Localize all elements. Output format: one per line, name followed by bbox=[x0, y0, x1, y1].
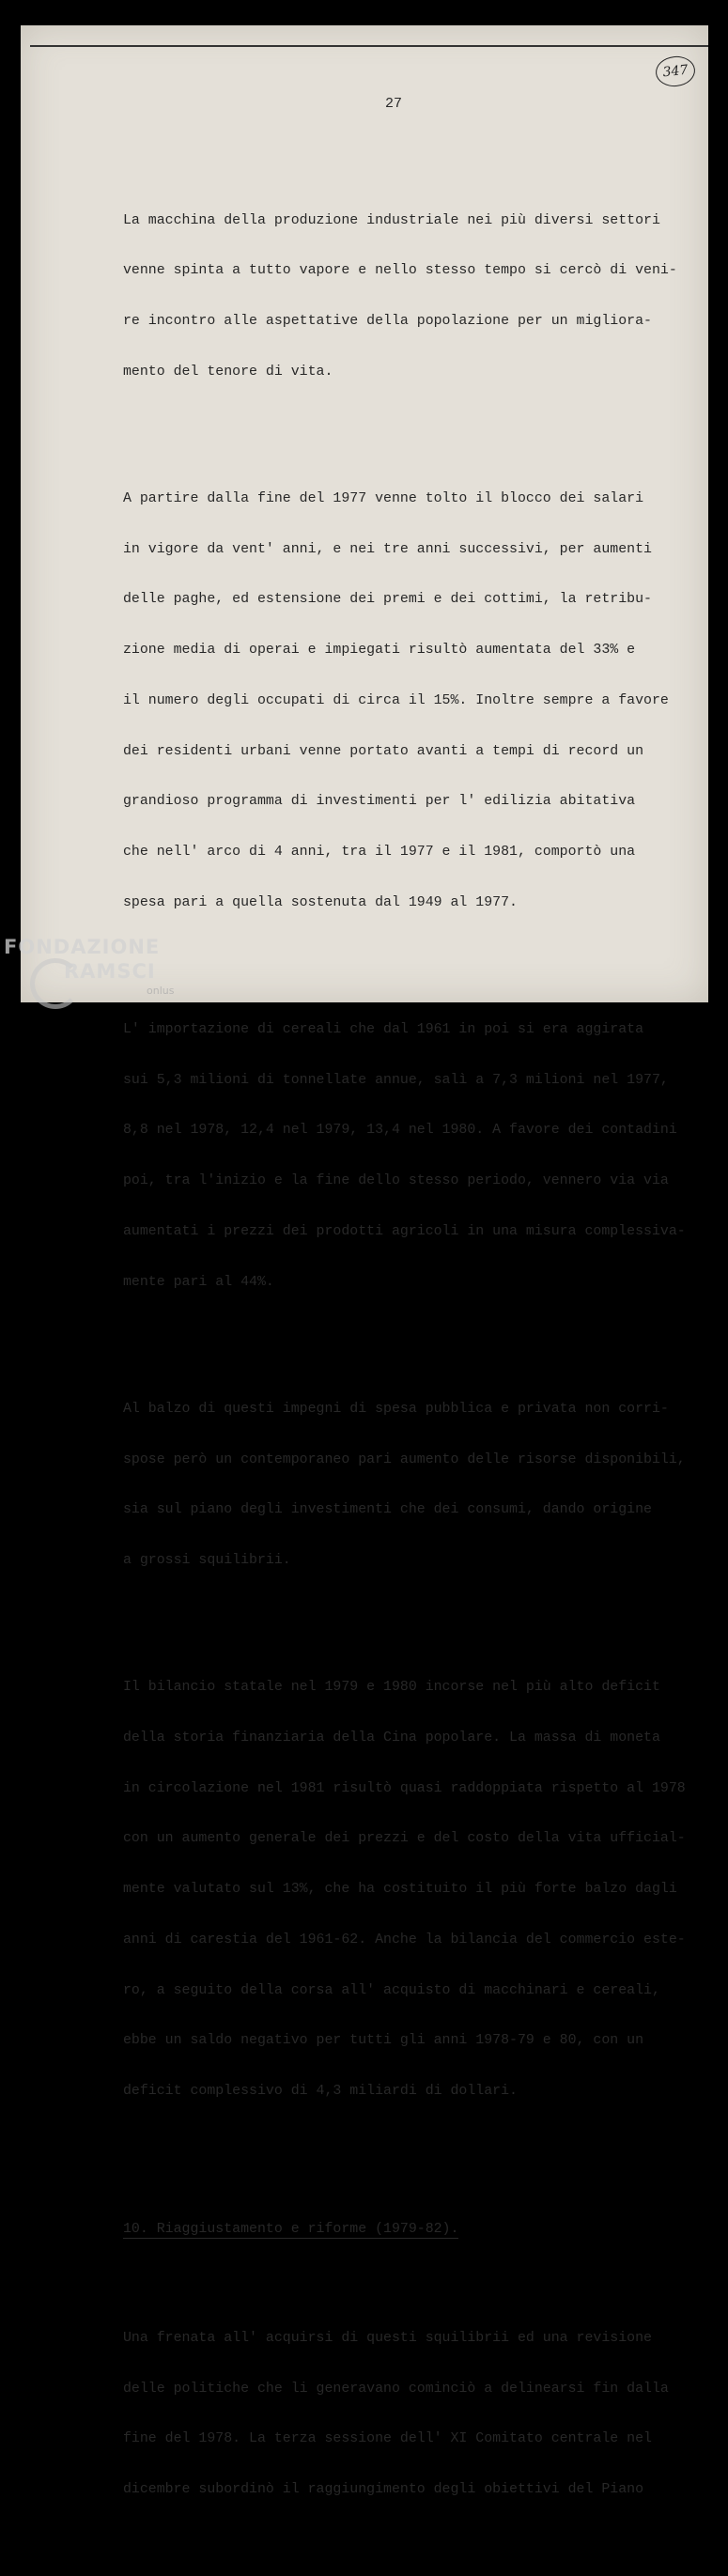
text-line: delle politiche che li generavano cominciò a delinearsi fin dalla bbox=[123, 2381, 669, 2397]
text-line: dicembre subordinò il raggiungimento degli obiettivi del Piano bbox=[123, 2481, 644, 2497]
text-line: spose però un contemporaneo pari aumento delle risorse disponibili, bbox=[123, 1451, 686, 1467]
paragraph-4 bbox=[123, 1368, 705, 1604]
page-number: 27 bbox=[385, 96, 403, 112]
text-line: che nell' arco di 4 anni, tra il 1977 e il 1981, comportò una bbox=[123, 844, 636, 860]
text-line: delle paghe, ed estensione dei premi e dei cottimi, la retribu- bbox=[123, 592, 652, 608]
text-line: aumentati i prezzi dei prodotti agricoli in una misura complessiva- bbox=[123, 1223, 686, 1239]
text-line: con un aumento generale dei prezzi e del costo della vita ufficial- bbox=[123, 1831, 686, 1847]
fondazione-gramsci-watermark bbox=[4, 936, 192, 1011]
text-line: L' importazione di cereali che dal 1961 in poi si era aggirata bbox=[123, 1022, 644, 1038]
text-line: zione media di operai e impiegati risultò aumentata del 33% e bbox=[123, 643, 636, 659]
section-heading: 10. Riaggiustamento e riforme (1979-82). bbox=[123, 2222, 459, 2238]
text-line: mento del tenore di vita. bbox=[123, 364, 333, 380]
text-line: Al balzo di questi impegni di spesa pubblica e privata non corri- bbox=[123, 1401, 669, 1417]
paragraph-3 bbox=[123, 988, 705, 1325]
document-page bbox=[21, 25, 708, 2497]
paragraph-1 bbox=[123, 179, 705, 415]
text-line: mente valutato sul 13%, che ha costituito il più forte balzo dagli bbox=[123, 1882, 677, 1898]
text-line: dei residenti urbani venne portato avanti a tempi di record un bbox=[123, 743, 644, 759]
text-line: in circolazione nel 1981 risultò quasi raddoppiata rispetto al 1978 bbox=[123, 1780, 686, 1796]
watermark-line-2: RAMSCI bbox=[64, 960, 156, 983]
watermark-line-1: FONDAZIONE bbox=[4, 936, 161, 958]
text-line: fine del 1978. La terza sessione dell' XI Comitato centrale nel bbox=[123, 2431, 652, 2447]
text-line: della storia finanziaria della Cina popolare. La massa di moneta bbox=[123, 1730, 660, 1746]
text-line: sia sul piano degli investimenti che dei consumi, dando origine bbox=[123, 1502, 652, 1518]
watermark-line-3: onlus bbox=[147, 985, 175, 997]
text-line: sui 5,3 milioni di tonnellate annue, salì a 7,3 milioni nel 1977, bbox=[123, 1072, 669, 1088]
paragraph-2 bbox=[123, 458, 705, 945]
body-text bbox=[123, 146, 705, 2576]
text-line: poi, tra l'inizio e la fine dello stesso periodo, vennero via via bbox=[123, 1173, 669, 1189]
paragraph-6 bbox=[123, 2297, 705, 2533]
text-line: in vigore da vent' anni, e nei tre anni successivi, per aumenti bbox=[123, 541, 652, 557]
text-line: grandioso programma di investimenti per l' edilizia abitativa bbox=[123, 794, 636, 810]
top-rule bbox=[30, 45, 708, 47]
text-line: La macchina della produzione industriale nei più diversi settori bbox=[123, 212, 660, 228]
archive-number-stamp: 347 bbox=[654, 54, 696, 88]
text-line: Il bilancio statale nel 1979 e 1980 incorse nel più alto deficit bbox=[123, 1680, 660, 1696]
text-line: A partire dalla fine del 1977 venne tolto il blocco dei salari bbox=[123, 491, 644, 507]
text-line: deficit complessivo di 4,3 miliardi di dollari. bbox=[123, 2083, 518, 2099]
text-line: venne spinta a tutto vapore e nello stesso tempo si cercò di veni- bbox=[123, 263, 677, 279]
text-line: ebbe un saldo negativo per tutti gli anni 1978-79 e 80, con un bbox=[123, 2033, 644, 2049]
text-line: spesa pari a quella sostenuta dal 1949 al 1977. bbox=[123, 894, 518, 910]
text-line: a grossi squilibrii. bbox=[123, 1552, 291, 1568]
text-line: ro, a seguito della corsa all' acquisto di macchinari e cereali, bbox=[123, 1982, 660, 1998]
text-line: Una frenata all' acquirsi di questi squilibrii ed una revisione bbox=[123, 2330, 652, 2346]
text-line: anni di carestia del 1961-62. Anche la bilancia del commercio este- bbox=[123, 1932, 686, 1948]
text-line: il numero degli occupati di circa il 15%. Inoltre sempre a favore bbox=[123, 692, 669, 708]
text-line: re incontro alle aspettative della popolazione per un migliora- bbox=[123, 314, 652, 330]
text-line: mente pari al 44%. bbox=[123, 1274, 274, 1290]
paragraph-5 bbox=[123, 1646, 705, 2134]
text-line: 8,8 nel 1978, 12,4 nel 1979, 13,4 nel 1980. A favore dei contadini bbox=[123, 1123, 677, 1139]
